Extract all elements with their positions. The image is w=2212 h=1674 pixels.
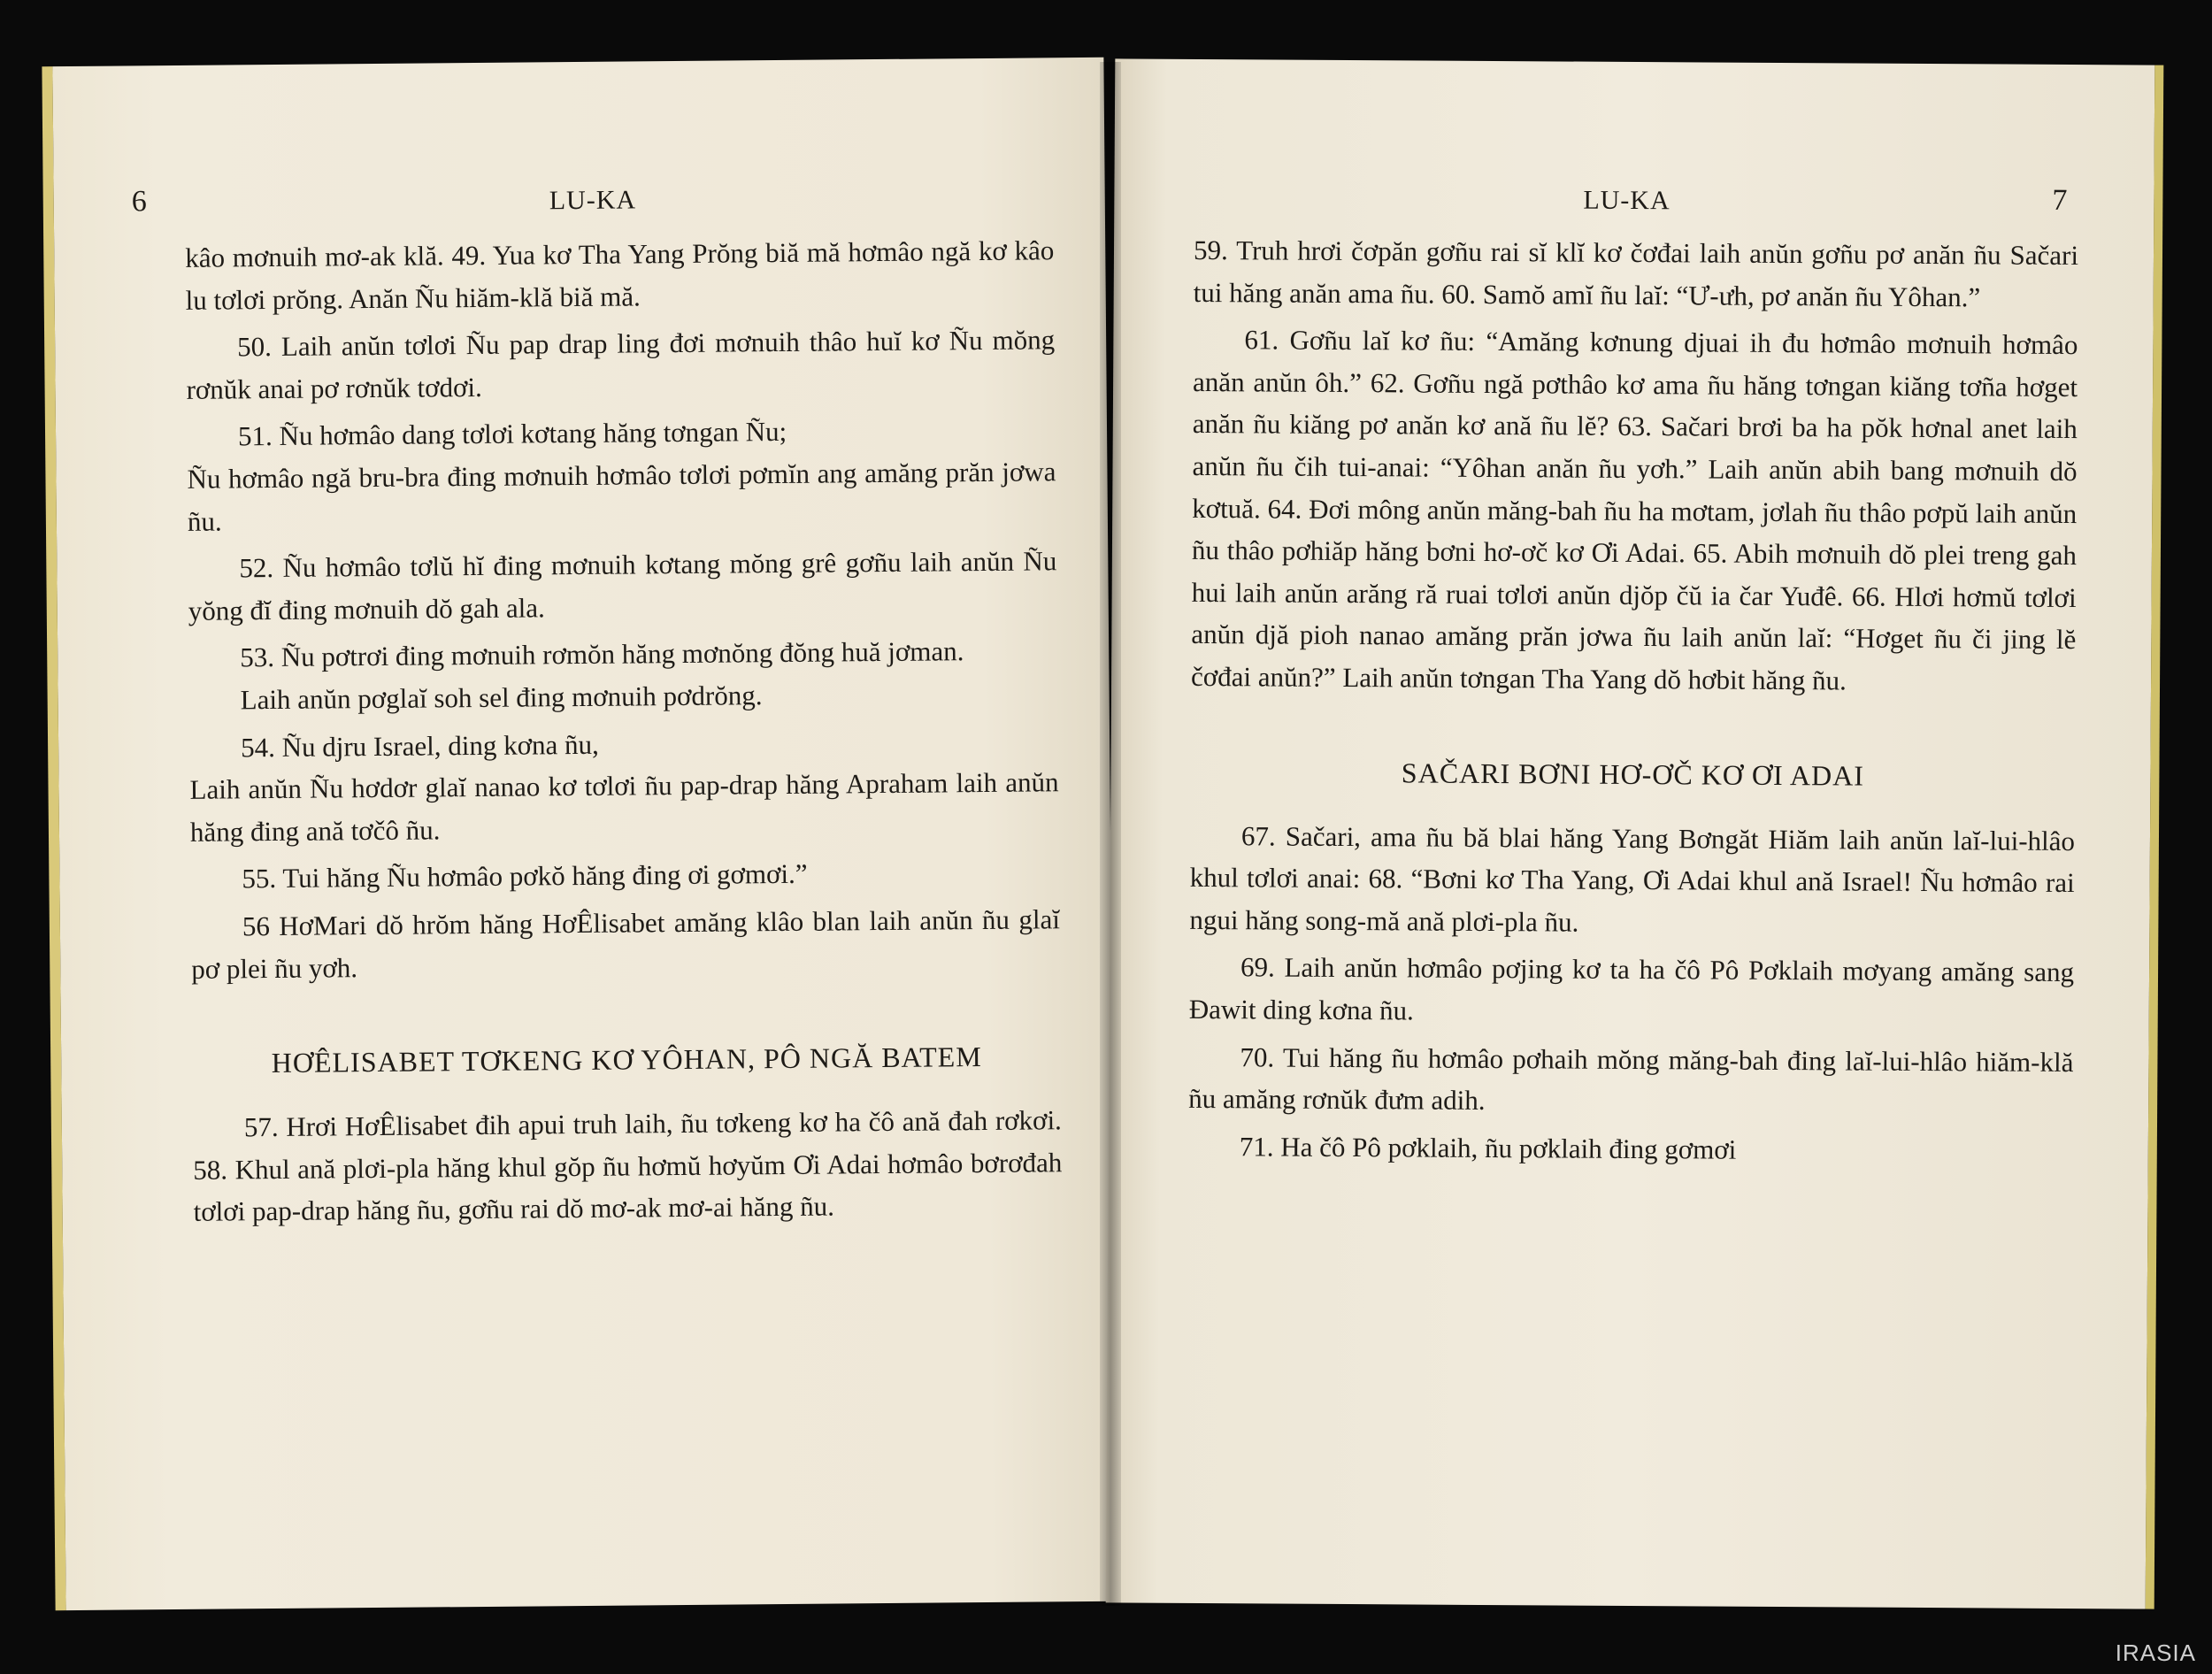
paragraph: 57. Hrơi HơÊlisabet đih apui truh laih, ñu tơkeng kơ ha čô ană đah rơkơi. 58. Khul ană plơi-pla hăng khul gŏp ñu hơmŭ hơyŭm Ơi Adai hơmâo bơrơđah tơlơi pap-drap hăng ñu, gơñu rai dŏ mơ-ak mơ-ai hăng ñu. bbox=[193, 1104, 1063, 1228]
paragraph: 51. Ñu hơmâo dang tơlơi kơtang hăng tơngan Ñu; bbox=[237, 416, 787, 452]
page-number: 6 bbox=[131, 185, 147, 219]
paragraph: 53. Ñu pơtrơi đing mơnuih rơmŏn hăng mơnŏng đŏng huă jơman. bbox=[240, 635, 964, 673]
paragraph: kâo mơnuih mơ-ak klă. 49. Yua kơ Tha Yang Prŏng biă mă hơmâo ngă kơ kâo lu tơlơi prŏng. Anăn Ñu hiăm-klă biă mă. bbox=[185, 234, 1055, 316]
book-spine bbox=[1100, 62, 1121, 1606]
paragraph: 70. Tui hăng ñu hơmâo pơhaih mŏng măng-bah đing laĭ-lui-hlâo hiăm-klă ñu amăng rơnŭk đưm adih. bbox=[1188, 1040, 2074, 1117]
page-number: 7 bbox=[2052, 183, 2068, 217]
right-page bbox=[1106, 58, 2164, 1609]
right-page-body bbox=[1188, 229, 2078, 1178]
paragraph: 61. Gơñu laĭ kơ ñu: “Amăng kơnung djuai ih đu hơmâo mơnuih hơmâo anăn anŭn ôh.” 62. Gơñu ngă pơthâo kơ ama ñu hăng tơngan kiăng tơña hơget anăn ñu kiăng pơ anăn kơ ană ñu lĕ? 63. Sačari brơi ba ha pŏk hơnal anet laih anŭn ñu čih tui-anai: “Yôhan anăn ñu yơh.” Laih anŭn abih bang mơnuih dŏ kơtuă. 64. Đơi mông anŭn măng-bah ñu ha mơtam, jơlah ñu thâo pơpŭ laih anŭn ñu thâo pơhiăp hăng bơni hơ-ơč kơ Ơi Adai. 65. Abih mơnuih dŏ plei treng gah hui laih anŭn arăng ră ruai tơlơi anŭn djŏp čŭ ia čar Yuđê. 66. Hlơi hơmŭ tơlơi anŭn djă pioh nanao amăng prăn jơwa ñu laih anŭn laĭ: “Hơget ñu či jing lĕ čơđai anŭn?” Laih anŭn tơngan Tha Yang dŏ hơbit hăng ñu. bbox=[1190, 324, 2078, 696]
paragraph: 54. Ñu djru Israel, ding kơna ñu, bbox=[240, 728, 599, 763]
paragraph: Laih anŭn Ñu hơdơr glaĭ nanao kơ tơlơi ñu pap-drap hăng Apraham laih anŭn hăng đing ană tơčô ñu. bbox=[189, 766, 1059, 848]
paragraph: Ñu hơmâo ngă bru-bra đing mơnuih hơmâo tơlơi pơmĭn ang amăng prăn jơwa ñu. bbox=[187, 456, 1056, 537]
watermark: IRASIA bbox=[2115, 1639, 2196, 1666]
paragraph: 50. Laih anŭn tơlơi Ñu pap drap ling đơi mơnuih thâo huĭ kơ Ñu mŏng rơnŭk anai pơ rơnŭk tơdơi. bbox=[186, 324, 1056, 405]
paragraph: 55. Tui hăng Ñu hơmâo pơkŏ hăng đing ơi gơmơi.” bbox=[242, 858, 808, 895]
section-heading: SAČARI BƠNI HƠ-ƠČ KƠ ƠI ADAI bbox=[1401, 756, 1865, 792]
open-book bbox=[49, 62, 2159, 1606]
paragraph: 59. Truh hrơi čơpăn gơñu rai sĭ klĭ kơ čơđai laih anŭn gơñu pơ anăn ñu Sačari tui hăng anăn ama ñu. 60. Samŏ amĭ ñu laĭ: “Ư-ưh, pơ anăn ñu Yôhan.” bbox=[1193, 234, 2079, 312]
paragraph: 56 HơMari dŏ hrŏm hăng HơÊlisabet amăng klâo blan laih anŭn ñu glaĭ pơ plei ñu yơh. bbox=[191, 903, 1061, 985]
section-heading: HƠÊLISABET TƠKENG KƠ YÔHAN, PÔ NGĂ BATEM bbox=[271, 1040, 982, 1079]
paragraph: 71. Ha čô Pô pơklaih, ñu pơklaih đing gơmơi bbox=[1239, 1130, 1737, 1165]
paragraph: 67. Sačari, ama ñu bă blai hăng Yang Bơngăt Hiăm laih anŭn laĭ-lui-hlâo khul tơlơi anai: 68. “Bơni kơ Tha Yang, Ơi Adai khul ană Israel! Ñu hơmâo rai ngui hăng song-mă ană plơi-pla ñu. bbox=[1189, 819, 2076, 938]
paragraph: 52. Ñu hơmâo tơlŭ hĭ đing mơnuih kơtang mŏng grê gơñu laih anŭn Ñu yŏng đĭ đing mơnuih dŏ gah ala. bbox=[188, 545, 1057, 626]
running-head: LU-KA bbox=[1583, 185, 1671, 216]
paragraph: 69. Laih anŭn hơmâo pơjing kơ ta ha čô Pô Pơklaih mơyang amăng sang Đawit ding kơna ñu. bbox=[1188, 951, 2075, 1026]
left-page bbox=[42, 58, 1117, 1610]
running-head: LU-KA bbox=[549, 185, 637, 216]
paragraph: Laih anŭn pơglaĭ soh sel đing mơnuih pơdrŏng. bbox=[240, 680, 763, 716]
left-page-body bbox=[185, 229, 1063, 1238]
